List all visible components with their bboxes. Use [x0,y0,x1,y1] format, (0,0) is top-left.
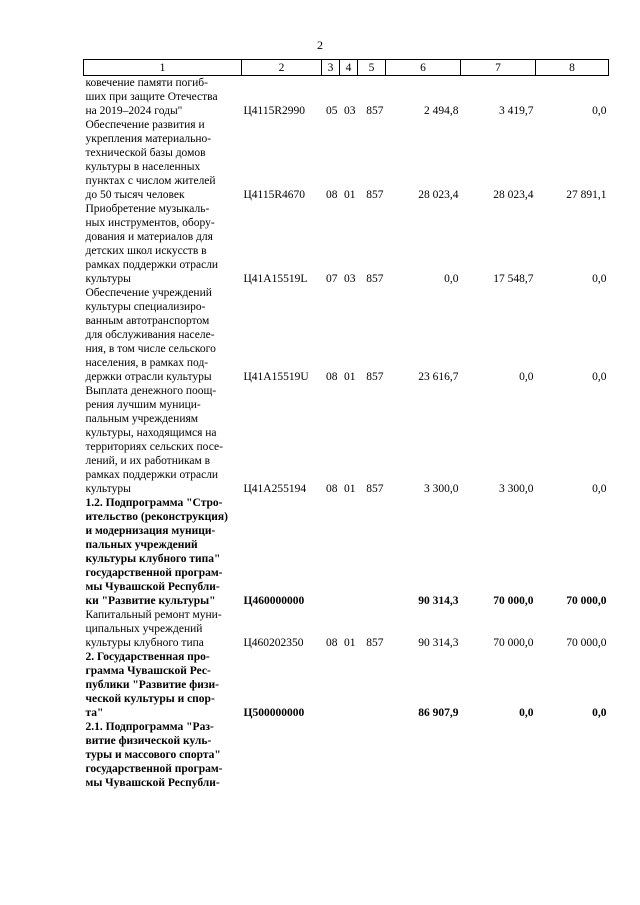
row-name: ковечение памяти погиб- ших при защите Отечества на 2019–2024 годы" [85,77,218,117]
cell-v3: 0,0 [592,105,607,117]
row-name: Выплата денежного поощ- рения лучшим муници- пальным учреждениям культуры, находящимся на территориях сельских посе- лений, и их работникам в рамках поддержки отрасли культуры [85,385,223,495]
cell-rz: 08 [326,371,338,383]
cell-v2: 0,0 [519,707,534,719]
cell-vr: 857 [366,273,384,285]
cell-name [84,496,242,608]
row-name: 2. Государственная про- грамма Чувашской Рес- публики "Развитие физи- ческой культуры и спор- та" [85,651,219,719]
cell-v2: 17 548,7 [493,273,534,285]
cell-v3: 27 891,1 [566,189,607,201]
row-name: Капитальный ремонт муни- ципальных учреждений культуры клубного типа [85,609,222,649]
cell-vr: 857 [366,189,384,201]
cell-vr [358,496,386,608]
cell-rz [322,496,340,608]
column-header: 5 [358,60,386,76]
table-row [84,496,609,608]
cell-v3: 0,0 [592,483,607,495]
cell-v1: 28 023,4 [418,189,459,201]
cell-v2: 3 419,7 [499,105,534,117]
cell-code: Ц500000000 [243,707,305,719]
row-name: Обеспечение учреждений культуры специализиро- ванным автотранспортом для обслуживания населе- ния, в том числе сельского населения, в рамках под- держки отрасли культуры [85,287,216,383]
cell-v1: 23 616,7 [418,371,459,383]
cell-name [84,76,242,119]
row-name: Обеспечение развития и укрепления материально- технической базы домов культуры в населенных пунктах с числом жителей до 50 тысяч человек [85,119,216,201]
cell-v3 [536,720,609,790]
cell-v1: 90 314,3 [418,637,459,649]
column-header: 6 [386,60,461,76]
cell-code: Ц4115R4670 [243,189,306,201]
cell-vr: 857 [366,637,384,649]
cell-rz [322,720,340,790]
cell-name [84,720,242,790]
cell-code: Ц460202350 [243,637,304,649]
cell-vr: 857 [366,371,384,383]
cell-v3: 0,0 [592,273,607,285]
row-name: 1.2. Подпрограмма "Стро- ительство (реконструкция) и модернизация муници- пальных учреждений культуры клубного типа" государственной програм- мы Чувашской Республи- ки "Развитие культуры" [85,497,228,607]
column-header: 3 [322,60,340,76]
table-row [84,202,609,286]
cell-name [84,650,242,720]
cell-vr: 857 [366,483,384,495]
column-header: 1 [84,60,242,76]
table-row [84,76,609,119]
cell-code [242,720,322,790]
cell-rz [322,650,340,720]
cell-v1: 2 494,8 [424,105,459,117]
cell-vr [358,720,386,790]
cell-pr: 03 [344,105,356,117]
table-row [84,384,609,496]
cell-v1: 0,0 [444,273,459,285]
column-header: 2 [242,60,322,76]
column-header: 8 [536,60,609,76]
cell-pr: 01 [344,371,356,383]
table-header-row [84,60,609,76]
cell-code: Ц4115R2990 [243,105,306,117]
cell-rz: 08 [326,637,338,649]
column-header: 4 [340,60,358,76]
table-row [84,608,609,650]
cell-v2: 3 300,0 [499,483,534,495]
table-row [84,118,609,202]
budget-table [83,59,609,790]
table-row [84,650,609,720]
cell-v1: 90 314,3 [418,595,459,607]
row-name: Приобретение музыкаль- ных инструментов, обору- дования и материалов для детских школ искусств в рамках поддержки отрасли культуры [85,203,219,285]
cell-rz: 08 [326,189,338,201]
cell-v2 [461,720,536,790]
cell-v2: 70 000,0 [493,637,534,649]
table-row [84,286,609,384]
cell-code: Ц460000000 [243,595,305,607]
cell-v1 [386,720,461,790]
cell-v3: 70 000,0 [566,595,607,607]
cell-pr: 01 [344,483,356,495]
cell-vr [358,650,386,720]
cell-name [84,286,242,384]
cell-v3: 0,0 [592,707,607,719]
cell-name [84,202,242,286]
cell-pr: 03 [344,273,356,285]
cell-v2: 28 023,4 [493,189,534,201]
cell-code: Ц41А255194 [243,483,307,495]
cell-code: Ц41А15519L [243,273,308,285]
cell-rz: 05 [326,105,338,117]
cell-rz: 08 [326,483,338,495]
cell-pr: 01 [344,637,356,649]
cell-v3: 70 000,0 [566,637,607,649]
cell-pr [340,496,358,608]
cell-v1: 3 300,0 [424,483,459,495]
cell-v2: 0,0 [519,371,534,383]
cell-vr: 857 [366,105,384,117]
row-name: 2.1. Подпрограмма "Раз- витие физической куль- туры и массового спорта" государственной програм- мы Чувашской Республи- [85,721,223,789]
column-header: 7 [461,60,536,76]
cell-v3: 0,0 [592,371,607,383]
cell-pr [340,720,358,790]
cell-name [84,384,242,496]
cell-v2: 70 000,0 [493,595,534,607]
cell-v1: 86 907,9 [418,707,459,719]
cell-pr [340,650,358,720]
cell-rz: 07 [326,273,338,285]
cell-name [84,608,242,650]
cell-code: Ц41А15519U [243,371,309,383]
page-number: 2 [317,38,323,52]
cell-pr: 01 [344,189,356,201]
cell-name [84,118,242,202]
table-row [84,720,609,790]
